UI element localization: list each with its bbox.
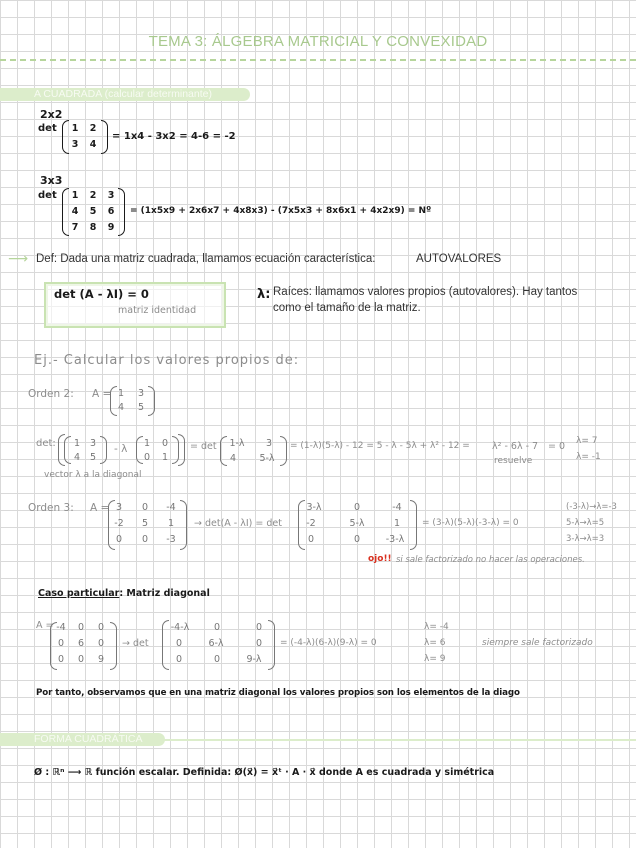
matrix-cell: 0 <box>77 622 85 633</box>
matrix-cell: -3 <box>166 534 176 545</box>
arrow-right-icon: ⟶ <box>8 251 29 267</box>
diagonal-heading <box>38 588 210 599</box>
order2-det-prefix: det: <box>36 438 56 449</box>
matrix-cell: 0 <box>255 638 263 649</box>
matrix-cell: 0 <box>77 654 85 665</box>
diagonal-A-label: A = <box>36 620 54 631</box>
order2-minus-lambda: - λ <box>114 443 128 455</box>
order2-note-resolve: resuelve <box>494 456 533 466</box>
matrix-cell: 1 <box>71 123 79 134</box>
diagonal-root-2: λ= 6 <box>424 638 446 648</box>
order2-root-1: λ= 7 <box>576 436 598 446</box>
matrix-cell: 0 <box>213 654 221 665</box>
matrix-cell: 4 <box>71 206 79 217</box>
warning-label: ojo!! <box>368 554 392 564</box>
order2-eq-det: = det <box>190 441 217 452</box>
matrix-cell: 0 <box>353 502 361 513</box>
matrix-cell: 7 <box>71 222 79 233</box>
matrix-cell: 1 <box>117 388 125 399</box>
order2-outer-bracket-right <box>178 434 185 466</box>
order2-m2-bracket-right <box>280 436 287 466</box>
order2-root-2: λ= -1 <box>576 452 601 462</box>
section-header-b: FORMA CUADRÁTICA <box>0 733 165 746</box>
page-title: TEMA 3: ÁLGEBRA MATRICIAL Y CONVEXIDAD <box>148 33 488 50</box>
matrix-cell: 3 <box>89 438 97 449</box>
matrix-cell: 5 <box>89 206 97 217</box>
title-divider <box>0 59 636 61</box>
matrix-cell: 0 <box>161 438 169 449</box>
warning-text: si sale factorizado no hacer las operaciones. <box>396 555 585 565</box>
matrix-cell: 5-λ <box>259 453 275 464</box>
diagonal-heading-rest: : Matriz diagonal <box>119 588 210 599</box>
matrix-cell: 2 <box>89 190 97 201</box>
order2-poly: λ² - 6λ - 7 <box>492 441 539 452</box>
matrix-cell: 1 <box>143 438 151 449</box>
ex3x3-bracket-right <box>118 188 125 236</box>
definition-tag: AUTOVALORES <box>416 253 502 265</box>
matrix-cell: 4 <box>89 139 97 150</box>
matrix-cell: 0 <box>175 638 183 649</box>
matrix-cell: 1 <box>161 452 169 463</box>
order3-root-1: (-3-λ)→λ=-3 <box>566 502 617 512</box>
matrix-cell: 3 <box>265 438 273 449</box>
diag-bracket-right <box>110 622 117 670</box>
roots-text-2: como el tamaño de la matriz. <box>273 302 421 314</box>
order3-A: A = <box>90 502 110 514</box>
diagonal-conclusion: Por tanto, observamos que en una matriz diagonal los valores propios son los elementos de la diago <box>36 688 520 698</box>
matrix-cell: 5 <box>141 518 149 529</box>
section-header-a: A CUADRADA (calcular determinante) <box>0 88 250 101</box>
matrix-cell: 0 <box>143 452 151 463</box>
matrix-cell: -4 <box>166 502 176 513</box>
matrix-cell: 0 <box>353 534 361 545</box>
matrix-cell: 0 <box>97 638 105 649</box>
matrix-cell: 0 <box>57 654 65 665</box>
matrix-cell: -2 <box>306 518 316 529</box>
order2-bracket-right <box>148 386 155 416</box>
definition-text: Def: Dada una matriz cuadrada, llamamos ecuación característica: <box>36 253 376 265</box>
order3-m2-bracket-right <box>410 500 417 550</box>
diagonal-heading-underlined: Caso particular <box>38 588 120 599</box>
matrix-cell: 0 <box>115 534 123 545</box>
matrix-cell: 3-λ <box>306 502 322 513</box>
roots-text-1: Raíces: llamamos valores propios (autovalores). Hay tantos <box>273 286 578 298</box>
matrix-cell: 5 <box>137 402 145 413</box>
diagonal-result: = (-4-λ)(6-λ)(9-λ) = 0 <box>280 638 377 648</box>
matrix-cell: -4-λ <box>170 622 190 633</box>
matrix-cell: 4 <box>229 453 237 464</box>
matrix-cell: 3 <box>115 502 123 513</box>
ex2x2-label: 2x2 <box>40 108 63 121</box>
lambda-symbol: λ: <box>257 287 271 302</box>
matrix-cell: -2 <box>114 518 124 529</box>
matrix-cell: 9 <box>97 654 105 665</box>
matrix-cell: 1 <box>71 190 79 201</box>
order3-bracket-right <box>180 500 187 550</box>
ex3x3-det: det <box>38 190 57 201</box>
matrix-cell: 6-λ <box>208 638 224 649</box>
matrix-cell: 0 <box>175 654 183 665</box>
matrix-cell: 3 <box>71 139 79 150</box>
ex3x3-result: = (1x5x9 + 2x6x7 + 4x8x3) - (7x5x3 + 8x6x1 + 4x2x9) = Nº <box>130 206 432 216</box>
order3-root-2: 5-λ→λ=5 <box>566 518 605 528</box>
diagonal-root-1: λ= -4 <box>424 622 449 632</box>
matrix-cell: 4 <box>73 452 81 463</box>
matrix-cell: 0 <box>307 534 315 545</box>
matrix-cell: 1 <box>393 518 401 529</box>
order2-label: Orden 2: <box>28 388 74 400</box>
section-b-rule <box>160 739 636 741</box>
quadratic-form-definition: Ø : ℝⁿ ⟶ ℝ función escalar. Definida: Ø(x⃗) = x⃗ᵗ · A · x⃗ donde A es cuadrada y simétrica <box>34 767 495 778</box>
ex3x3-label: 3x3 <box>40 174 63 187</box>
matrix-cell: 0 <box>141 502 149 513</box>
order2-note-vector: vector λ a la diagonal <box>44 470 142 480</box>
matrix-cell: -4 <box>56 622 66 633</box>
matrix-cell: 1 <box>167 518 175 529</box>
matrix-cell: 0 <box>255 622 263 633</box>
matrix-cell: 0 <box>97 622 105 633</box>
matrix-cell: 6 <box>107 206 115 217</box>
matrix-cell: 0 <box>141 534 149 545</box>
matrix-cell: 2 <box>89 123 97 134</box>
example-heading: Ej.- Calcular los valores propios de: <box>34 353 300 368</box>
order2-zero: = 0 <box>548 441 566 452</box>
ex2x2-bracket-right <box>101 120 108 154</box>
formula: det (A - λI) = 0 <box>54 287 149 301</box>
matrix-cell: -3-λ <box>385 534 405 545</box>
order3-label: Orden 3: <box>28 502 74 514</box>
order3-result: = (3-λ)(5-λ)(-3-λ) = 0 <box>422 518 519 528</box>
order2-result: = (1-λ)(5-λ) - 12 = 5 - λ - 5λ + λ² - 12 = <box>290 441 470 451</box>
matrix-cell: 8 <box>89 222 97 233</box>
order3-eq: → det(A - λI) = det <box>194 518 282 529</box>
diagonal-note: siempre sale factorizado <box>482 638 593 648</box>
matrix-cell: 0 <box>213 622 221 633</box>
matrix-cell: 9-λ <box>246 654 262 665</box>
ex2x2-det: det <box>38 123 57 134</box>
matrix-cell: 0 <box>57 638 65 649</box>
order2-inner-bracket-right <box>100 436 107 464</box>
order2-A: A = <box>92 388 112 400</box>
matrix-cell: 3 <box>107 190 115 201</box>
matrix-cell: 6 <box>77 638 85 649</box>
matrix-cell: 3 <box>137 388 145 399</box>
diagonal-root-3: λ= 9 <box>424 654 446 664</box>
matrix-cell: -4 <box>392 502 402 513</box>
ex2x2-result: = 1x4 - 3x2 = 4-6 = -2 <box>112 131 236 142</box>
matrix-cell: 5 <box>89 452 97 463</box>
matrix-cell: 5-λ <box>349 518 365 529</box>
matrix-cell: 4 <box>117 402 125 413</box>
matrix-cell: 1 <box>73 438 81 449</box>
order3-root-3: 3-λ→λ=3 <box>566 534 605 544</box>
formula-note: matriz identidad <box>118 305 197 316</box>
diagonal-arrow-det: → det <box>122 638 149 649</box>
matrix-cell: 9 <box>107 222 115 233</box>
diag-m2-bracket-right <box>268 620 275 670</box>
matrix-cell: 1-λ <box>229 438 245 449</box>
